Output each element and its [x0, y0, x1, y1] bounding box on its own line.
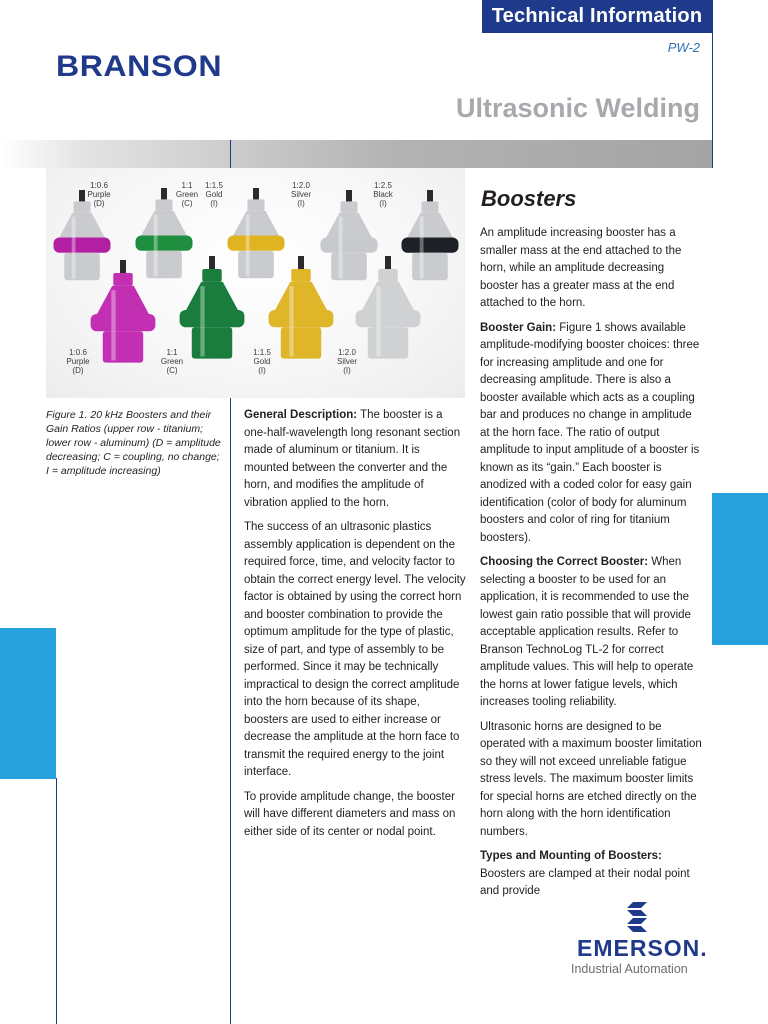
lower-booster-label-3-line: Gold	[253, 357, 271, 366]
lower-booster-label-1	[58, 348, 98, 375]
types-mounting-paragraph	[480, 848, 702, 901]
amplitude-change-paragraph: To provide amplitude change, the booster will have different diameters and mass on either side of its center or nodal point.	[244, 790, 456, 838]
horns-paragraph: Ultrasonic horns are designed to be operated with a maximum booster limitation so they will not exceed unreliable fatigue stress levels. The maximum booster limits for special horns are etched directly on the horn along with the horn identification numbers.	[480, 720, 702, 838]
upper-booster-label-3-line: Gold	[205, 190, 223, 199]
middle-text-column	[244, 407, 466, 848]
boosters-heading: Boosters	[481, 186, 577, 211]
lower-booster-label-4	[327, 348, 367, 375]
upper-booster-label-2-line: Green	[175, 190, 199, 199]
accent-tab-left	[0, 628, 56, 779]
lower-booster-label-2-line: (C)	[166, 366, 178, 375]
header-gray-band	[0, 140, 712, 168]
upper-booster-label-1-line: 1:0.6	[90, 181, 108, 190]
upper-booster-label-3-line: (I)	[210, 199, 218, 208]
upper-booster-label-3-line: 1:1.5	[205, 181, 223, 190]
divider-line-left	[56, 778, 57, 1024]
lower-booster-label-3-line: (I)	[258, 366, 266, 375]
upper-booster-label-4	[281, 181, 321, 208]
booster-lower-2	[180, 256, 245, 359]
booster-gain-paragraph	[480, 320, 702, 548]
lower-booster-label-3-line: 1:1.5	[253, 348, 271, 357]
emerson-wordmark: EMERSON.	[577, 935, 708, 961]
document-code: PW-2	[667, 40, 700, 55]
boosters-photo	[46, 168, 465, 398]
lower-booster-label-4-line: (I)	[343, 366, 351, 375]
emerson-tagline: Industrial Automation	[571, 962, 688, 976]
upper-booster-label-5-line: 1:2.5	[374, 181, 392, 190]
upper-booster-label-3	[194, 181, 234, 208]
booster-gain-text: Figure 1 shows available amplitude-modifying booster choices: three for increasing amplitude and one for decreasing amplitude. There is also a booster available which acts as a coupling bar and produces no change in amplitude at the horn face. The ratio of output amplitude to input amplitude of a booster is known as its “gain.” Each booster is anodized with a coded color for easy gain identification (color of body for aluminum boosters and color of ring for titanium boosters).	[480, 321, 700, 544]
lower-booster-label-3	[242, 348, 282, 375]
choosing-booster-label: Choosing the Correct Booster:	[480, 556, 649, 568]
lower-booster-label-4-line: Silver	[336, 357, 357, 366]
upper-booster-label-1-line: Purple	[87, 190, 111, 199]
upper-booster-label-1	[79, 181, 119, 208]
upper-booster-label-1-line: (D)	[93, 199, 105, 208]
types-mounting-text: Boosters are clamped at their nodal point and provide	[480, 867, 690, 897]
upper-booster-label-5-line: (I)	[379, 199, 387, 208]
divider-line-right	[712, 0, 713, 168]
upper-booster-label-5	[363, 181, 403, 208]
booster-upper-5	[402, 190, 459, 280]
accent-tab-right	[712, 493, 768, 645]
upper-booster-label-4-line: (I)	[297, 199, 305, 208]
general-description-paragraph	[244, 407, 466, 512]
choosing-booster-text: When selecting a booster to be used for an application, it is recommended to use the lowest gain ratio possible that will provide acceptable application results. Refer to Branson TechnoLog TL-2 for correct amplitude values. This will help to operate the horns at lower fatigue levels, which increases tooling reliability.	[480, 556, 694, 708]
emerson-logo-icon	[571, 898, 711, 938]
lower-booster-label-4-line: 1:2.0	[338, 348, 356, 357]
figure-caption: Figure 1. 20 kHz Boosters and their Gain Ratios (upper row - titanium; lower row - aluminum) (D = amplitude decreasing; C = coupling, no change; I = amplitude increasing)	[46, 409, 221, 477]
booster-gain-label: Booster Gain:	[480, 321, 557, 334]
lower-booster-label-2-line: 1:1	[166, 348, 178, 357]
booster-upper-3	[228, 188, 285, 278]
intro-paragraph: An amplitude increasing booster has a smaller mass at the end attached to the horn, while an amplitude decreasing booster has a greater mass at the end attached to the horn.	[480, 227, 682, 309]
lower-booster-label-1-line: 1:0.6	[69, 348, 87, 357]
success-paragraph: The success of an ultrasonic plastics assembly application is dependent on the required force, time, and velocity factor to obtain the correct energy level. The velocity factor is obtained by using the correct horn and booster combination to provide the optimum amplitude for the type of plastic, size of part, and type of assembly to be performed. Since it may be technically impractical to design the correct amplitude into the horn because of its shape, boosters are used to either increase or decrease the amplitude at the horn face to transmit the required energy to the joint interface.	[244, 521, 466, 778]
booster-lower-3	[269, 256, 334, 359]
booster-lower-1	[91, 260, 156, 363]
upper-booster-label-2-line: 1:1	[181, 181, 193, 190]
right-text-column	[480, 225, 702, 908]
lower-booster-label-1-line: (D)	[72, 366, 84, 375]
technical-information-banner: Technical Information	[482, 0, 712, 33]
branson-logo: BRANSON	[56, 50, 223, 83]
choosing-booster-paragraph	[480, 554, 702, 712]
upper-booster-label-5-line: Black	[373, 190, 393, 199]
general-description-text: The booster is a one-half-wavelength long resonant section made of aluminum or titanium. It is mounted between the converter and the horn, and modifies the amplitude of vibration applied to the horn.	[244, 409, 461, 509]
lower-booster-label-2-line: Green	[160, 357, 184, 366]
upper-booster-label-4-line: 1:2.0	[292, 181, 310, 190]
types-mounting-label: Types and Mounting of Boosters:	[480, 850, 662, 862]
general-description-label: General Description:	[244, 409, 358, 421]
upper-booster-label-4-line: Silver	[290, 190, 311, 199]
lower-booster-label-1-line: Purple	[66, 357, 90, 366]
upper-booster-label-2-line: (C)	[181, 199, 193, 208]
page-title: Ultrasonic Welding	[455, 93, 700, 123]
lower-booster-label-2	[152, 348, 192, 375]
